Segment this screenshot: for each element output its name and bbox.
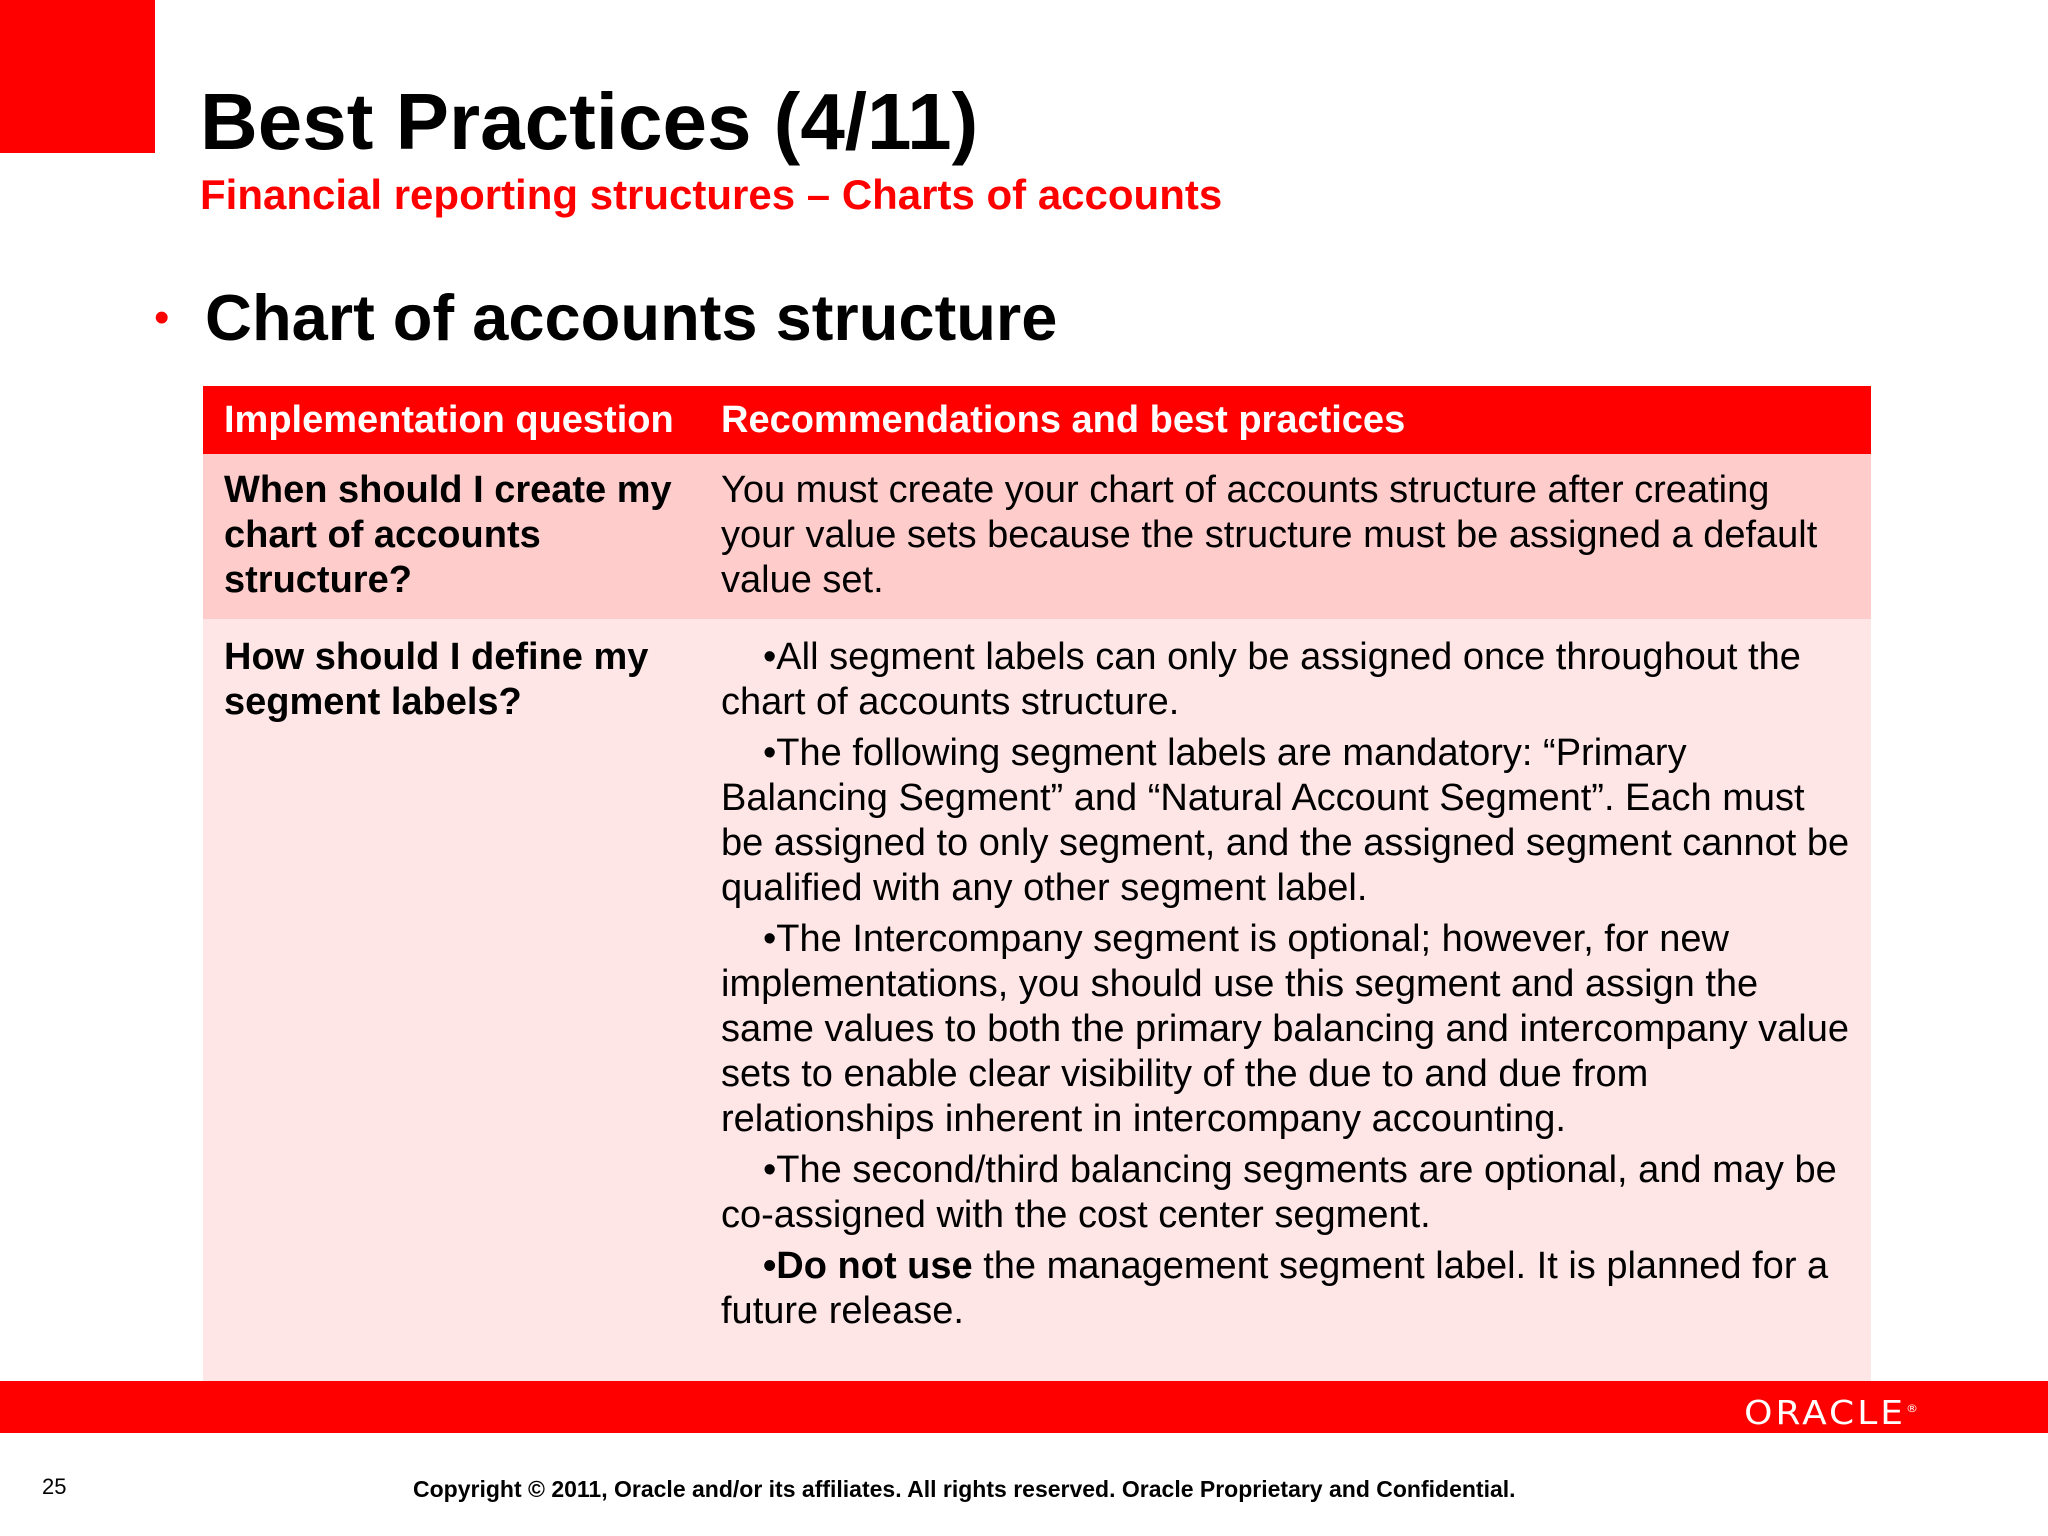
row-question: How should I define my segment labels?: [224, 636, 649, 723]
slide-title: Best Practices (4/11): [200, 77, 979, 166]
answer-point: •All segment labels can only be assigned once throughout the chart of accounts structure.: [721, 636, 1801, 723]
corner-red-block: [0, 0, 155, 153]
table-header-row: [203, 386, 1871, 454]
copyright-notice: Copyright © 2011, Oracle and/or its affiliates. All rights reserved. Oracle Proprietary and Confidential.: [413, 1476, 1516, 1502]
header-recommendation: Recommendations and best practices: [721, 399, 1406, 441]
answer-point: [721, 1244, 1851, 1334]
answer-point: •The Intercompany segment is optional; however, for new implementations, you should use this segment and assign the same values to both the primary balancing and intercompany value sets to enable clear visibility of the due to and due from relationships inherent in intercompany accounting.: [721, 918, 1849, 1140]
section-heading: Chart of accounts structure: [205, 281, 1058, 354]
answer-point: •The second/third balancing segments are optional, and may be co-assigned with the cost center segment.: [721, 1149, 1837, 1236]
answer-point-text: the management segment label. It is planned for a future release.: [721, 1245, 1829, 1332]
answer-point: •The following segment labels are mandatory: “Primary Balancing Segment” and “Natural Account Segment”. Each must be assigned to only segment, and the assigned segment cannot be qualified with any other segment label.: [721, 732, 1850, 909]
header-question: Implementation question: [224, 399, 674, 441]
bullet-icon: •: [154, 293, 170, 342]
page-number: 25: [42, 1474, 67, 1499]
row-answer-list: [700, 619, 1871, 1382]
table-row: [203, 454, 1871, 619]
slide-subtitle: Financial reporting structures – Charts of accounts: [200, 171, 1223, 218]
table-row: [203, 619, 1871, 1382]
oracle-logo-text: ORACLE: [1744, 1394, 1906, 1433]
row-answer: You must create your chart of accounts structure after creating your value sets because the structure must be assigned a default value set.: [721, 469, 1818, 601]
best-practices-table: [203, 386, 1871, 1382]
oracle-logo: [1744, 1390, 1918, 1432]
registered-mark: ®: [1906, 1401, 1918, 1415]
answer-point-emphasis: •Do not use: [763, 1245, 973, 1287]
row-question: When should I create my chart of accounts structure?: [224, 469, 672, 601]
footer-red-band: [0, 1381, 2048, 1433]
